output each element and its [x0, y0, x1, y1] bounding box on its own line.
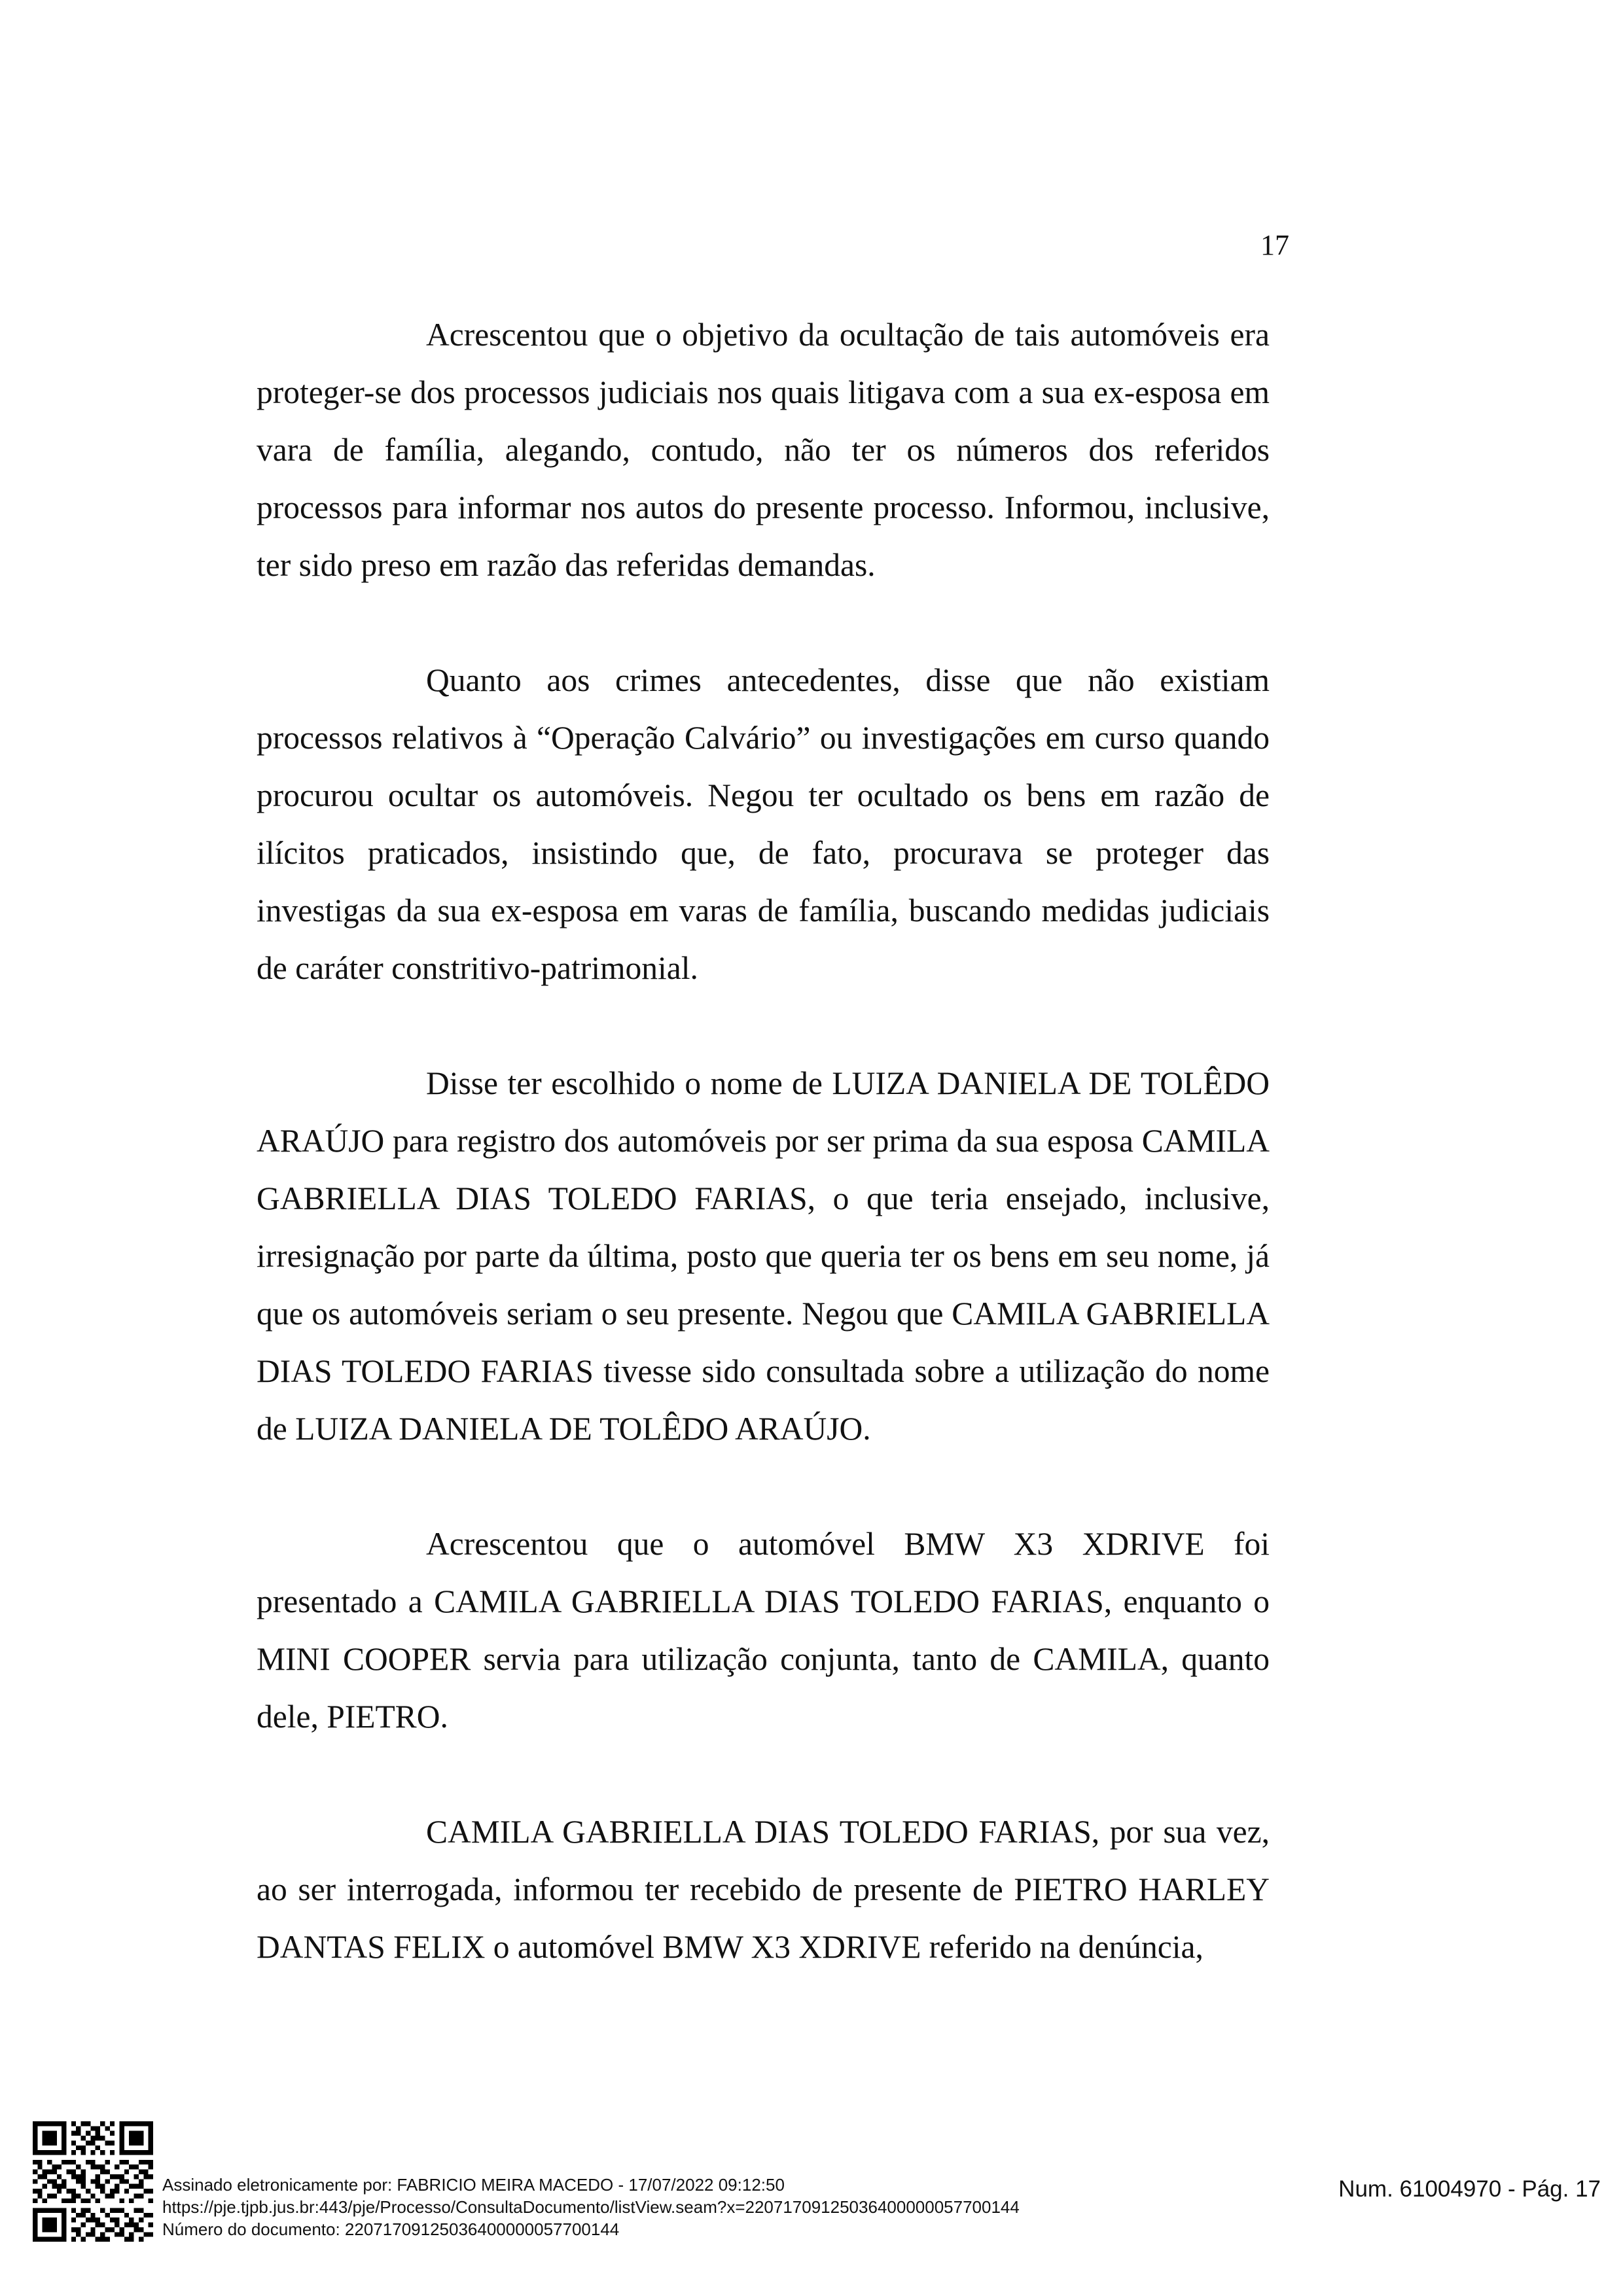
paragraph: CAMILA GABRIELLA DIAS TOLEDO FARIAS, por sua vez, ao ser interrogada, informou ter recebido de presente de PIETRO HARLEY DANTAS FELIX o automóvel BMW X3 XDRIVE referido na denúncia, [257, 1814, 1270, 1965]
document-page-reference: Num. 61004970 - Pág. 17 [1338, 2176, 1601, 2202]
document-body [257, 306, 1270, 2034]
paragraph: Acrescentou que o automóvel BMW X3 XDRIVE foi presentado a CAMILA GABRIELLA DIAS TOLEDO FARIAS, enquanto o MINI COOPER servia para utilização conjunta, tanto de CAMILA, quanto dele, PIETRO. [257, 1526, 1270, 1735]
signature-footer [0, 2113, 1623, 2296]
signature-info [162, 2174, 1020, 2240]
page-number: 17 [1260, 229, 1289, 261]
signed-by-line: Assinado eletronicamente por: FABRICIO MEIRA MACEDO - 17/07/2022 09:12:50 [162, 2175, 785, 2195]
document-number-line: Número do documento: 22071709125036400000057700144 [162, 2219, 620, 2239]
paragraph: Quanto aos crimes antecedentes, disse que não existiam processos relativos à “Operação Calvário” ou investigações em curso quando procurou ocultar os automóveis. Negou ter ocultado os bens em razão de ilícitos praticados, insistindo que, de fato, procurava se proteger das investigas da sua ex-esposa em varas de família, buscando medidas judiciais de caráter constritivo-patrimonial. [257, 662, 1270, 986]
paragraph: Acrescentou que o objetivo da ocultação de tais automóveis era proteger-se dos processos judiciais nos quais litigava com a sua ex-esposa em vara de família, alegando, contudo, não ter os números dos referidos processos para informar nos autos do presente processo. Informou, inclusive, ter sido preso em razão das referidas demandas. [257, 317, 1270, 583]
qr-code-icon[interactable] [33, 2121, 153, 2242]
paragraph: Disse ter escolhido o nome de LUIZA DANIELA DE TOLÊDO ARAÚJO para registro dos automóveis por ser prima da sua esposa CAMILA GABRIELLA DIAS TOLEDO FARIAS, o que teria ensejado, inclusive, irresignação por parte da última, posto que queria ter os bens em seu nome, já que os automóveis seriam o seu presente. Negou que CAMILA GABRIELLA DIAS TOLEDO FARIAS tivesse sido consultada sobre a utilização do nome de LUIZA DANIELA DE TOLÊDO ARAÚJO. [257, 1065, 1270, 1447]
document-url-link[interactable]: https://pje.tjpb.jus.br:443/pje/Processo/ConsultaDocumento/listView.seam?x=22071709125036400000057700144 [162, 2197, 1020, 2217]
